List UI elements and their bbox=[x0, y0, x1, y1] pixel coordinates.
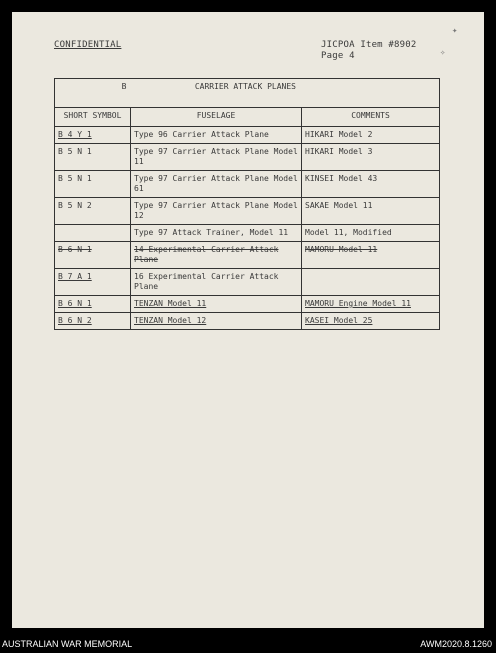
table-title-row bbox=[55, 79, 440, 108]
fuselage-cell: Type 97 Carrier Attack Plane Model 12 bbox=[131, 198, 302, 225]
page-number: Page 4 bbox=[321, 51, 355, 61]
short-symbol-cell: B 5 N 1 bbox=[55, 171, 131, 198]
section-title: CARRIER ATTACK PLANES bbox=[194, 82, 296, 91]
short-symbol-cell bbox=[55, 225, 131, 242]
table-row bbox=[55, 127, 440, 144]
accession-number: AWM2020.8.1260 bbox=[420, 639, 492, 649]
section-code: B bbox=[121, 82, 127, 91]
fuselage-cell: Type 97 Attack Trainer, Model 11 bbox=[131, 225, 302, 242]
carrier-attack-planes-table bbox=[54, 78, 440, 330]
short-symbol-cell: B 5 N 1 bbox=[55, 144, 131, 171]
table-row bbox=[55, 296, 440, 313]
table-row bbox=[55, 144, 440, 171]
short-symbol-cell: B 6 N 1 bbox=[55, 242, 131, 269]
fuselage-cell: 16 Experimental Carrier Attack Plane bbox=[131, 269, 302, 296]
archive-footer bbox=[0, 636, 496, 653]
table-row-struck-out bbox=[55, 242, 440, 269]
comments-cell: Model 11, Modified bbox=[302, 225, 440, 242]
column-header-row bbox=[55, 108, 440, 127]
table-row bbox=[55, 269, 440, 296]
column-header-short-symbol: SHORT SYMBOL bbox=[55, 108, 131, 127]
fuselage-cell: 14 Experimental Carrier Attack Plane bbox=[131, 242, 302, 269]
paper-blemish: ✦ bbox=[452, 26, 458, 36]
column-header-fuselage: FUSELAGE bbox=[131, 108, 302, 127]
fuselage-cell: Type 97 Carrier Attack Plane Model 11 bbox=[131, 144, 302, 171]
table-row bbox=[55, 198, 440, 225]
institution-label: AUSTRALIAN WAR MEMORIAL bbox=[2, 639, 133, 649]
fuselage-cell: TENZAN Model 12 bbox=[131, 313, 302, 330]
fuselage-cell: Type 96 Carrier Attack Plane bbox=[131, 127, 302, 144]
short-symbol-cell: B 6 N 1 bbox=[55, 296, 131, 313]
short-symbol-cell: B 6 N 2 bbox=[55, 313, 131, 330]
comments-cell: SAKAE Model 11 bbox=[302, 198, 440, 225]
fuselage-cell: Type 97 Carrier Attack Plane Model 61 bbox=[131, 171, 302, 198]
classification-label: CONFIDENTIAL bbox=[54, 40, 122, 50]
comments-cell bbox=[302, 269, 440, 296]
comments-cell: HIKARI Model 2 bbox=[302, 127, 440, 144]
table-row bbox=[55, 313, 440, 330]
table-row bbox=[55, 225, 440, 242]
fuselage-cell: TENZAN Model 11 bbox=[131, 296, 302, 313]
comments-cell: MAMORU Model 11 bbox=[302, 242, 440, 269]
document-page bbox=[12, 12, 484, 628]
document-reference bbox=[321, 40, 417, 62]
item-number: JICPOA Item #8902 bbox=[321, 40, 417, 50]
comments-cell: KASEI Model 25 bbox=[302, 313, 440, 330]
paper-blemish: ✧ bbox=[440, 48, 446, 58]
comments-cell: MAMORU Engine Model 11 bbox=[302, 296, 440, 313]
short-symbol-cell: B 7 A 1 bbox=[55, 269, 131, 296]
short-symbol-cell: B 5 N 2 bbox=[55, 198, 131, 225]
comments-cell: KINSEI Model 43 bbox=[302, 171, 440, 198]
column-header-comments: COMMENTS bbox=[302, 108, 440, 127]
table-row bbox=[55, 171, 440, 198]
short-symbol-cell: B 4 Y 1 bbox=[55, 127, 131, 144]
comments-cell: HIKARI Model 3 bbox=[302, 144, 440, 171]
